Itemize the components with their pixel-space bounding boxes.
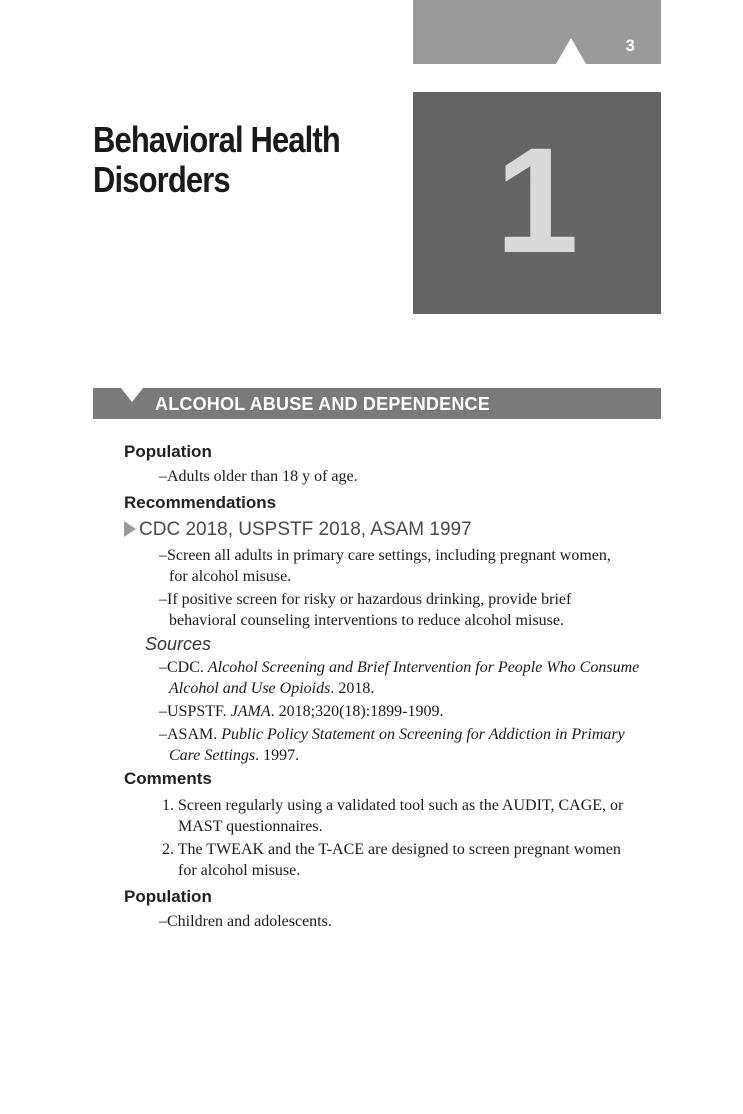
chapter-title-line1: Behavioral Health [93,119,340,160]
recommendation-item-1-line1: –Screen all adults in primary care settings, including pregnant women, [159,547,611,564]
source-item-cdc-line2 [169,678,374,699]
population-heading-2: Population [124,887,212,906]
source-asam-title: Public Policy Statement on Screening for Addiction in Primary [221,726,625,743]
recommendation-item-1-line2: for alcohol misuse. [169,568,292,585]
comment-item-1-line2: MAST questionnaires. [178,818,323,835]
source-asam-prefix: –ASAM. [159,726,222,743]
source-asam-title-cont: Care Settings [169,747,256,764]
sources-label: Sources [145,634,212,654]
recommendation-sources: CDC 2018, USPSTF 2018, ASAM 1997 [139,519,472,540]
comment-item-2-line2: for alcohol misuse. [178,862,301,879]
section-title: ALCOHOL ABUSE AND DEPENDENCE [155,394,490,414]
source-item-cdc-line1 [159,657,639,678]
source-cdc-year: . 2018. [330,680,375,697]
population-text: –Adults older than 18 y of age. [159,468,358,485]
triangle-arrow-icon [124,521,136,537]
comments-heading: Comments [124,769,212,788]
population-text-2: –Children and adolescents. [159,913,332,930]
recommendations-heading: Recommendations [124,493,277,512]
comment-item-1-line1: 1. Screen regularly using a validated tool such as the AUDIT, CAGE, or [162,797,624,814]
source-item-asam-line1 [159,724,625,745]
recommendation-item-2-line2: behavioral counseling interventions to reduce alcohol misuse. [169,612,564,629]
source-item-uspstf [159,701,444,722]
source-uspstf-journal: JAMA [230,703,271,720]
source-cdc-title-cont: Alcohol and Use Opioids [169,680,331,697]
chapter-title-line2: Disorders [93,159,230,200]
population-heading: Population [124,442,212,461]
chapter-number-box [413,92,661,314]
source-cdc-title: Alcohol Screening and Brief Intervention for People Who Consume [207,659,640,676]
recommendation-item-2-line1: –If positive screen for risky or hazardous drinking, provide brief [159,591,572,608]
comment-item-2-line1: 2. The TWEAK and the T-ACE are designed to screen pregnant women [162,841,621,858]
page-number: 3 [625,36,635,55]
tab-notch [556,38,586,64]
source-item-asam-line2 [169,745,299,766]
chapter-title [93,120,340,200]
chapter-number: 1 [495,116,579,284]
source-uspstf-prefix: –USPSTF. [159,703,231,720]
recommendation-source-line [124,519,472,541]
page-number-tab [413,0,661,64]
source-cdc-prefix: –CDC. [159,659,208,676]
source-asam-year: . 1997. [255,747,300,764]
section-notch [121,388,143,402]
source-uspstf-citation: . 2018;320(18):1899-1909. [270,703,444,720]
section-header-bar [93,388,661,419]
